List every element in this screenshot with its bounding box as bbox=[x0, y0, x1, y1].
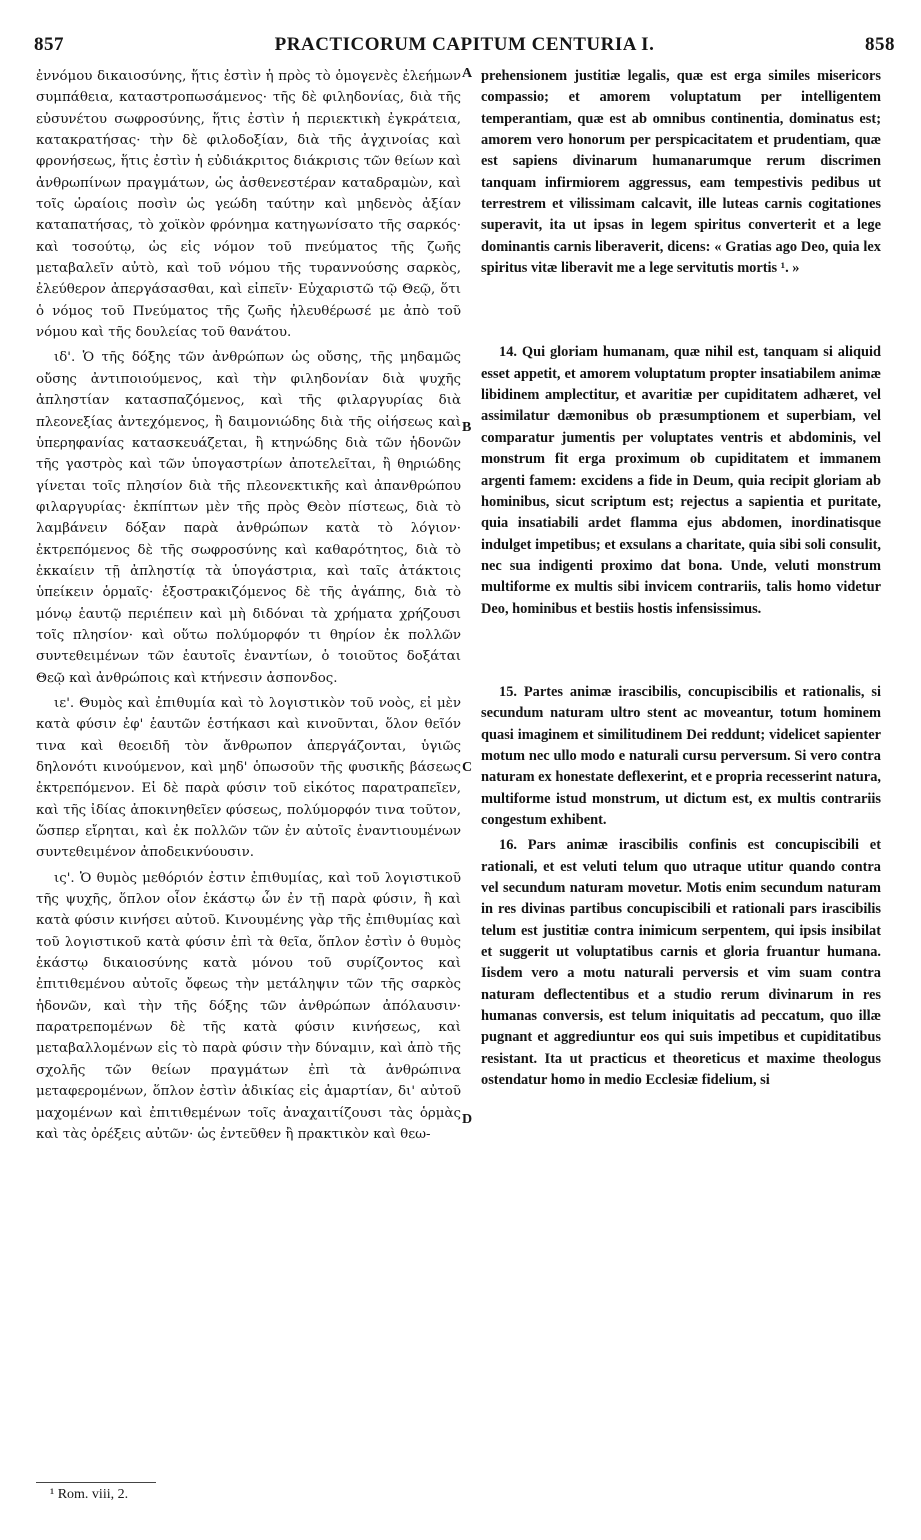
margin-letter-b: B bbox=[462, 420, 472, 435]
greek-paragraph-14: ιδ'. Ὁ τῆς δόξης τῶν ἀνθρώπων ὡς οὔσης, τῆς μηδαμῶς οὔσης ἀντιποιούμενος, καὶ τὴν φιληδονίαν διὰ ψυχῆς ἀπληστίαν κατασπαζόμενος, καὶ τῆς φιλαργυρίας διὰ πλεονεξίας ἀντεχόμενος, ἢ δαιμονιώδης διὰ τῆς οἰήσεως καὶ ὑπερηφανίας κατασκευάζεται, ἢ κτηνώδης διὰ τῶν ἡδονῶν τῆς γαστρὸς καὶ τῶν ὑπογαστρίων ἀποτελεῖται, ἢ θηριώδης γίνεται τοῖς πλησίον διὰ τῆς πλεονεκτικῆς καὶ ἀπανθρώπου φιλαργυρίας· ἐκπίπτων μὲν τῆς πρὸς Θεὸν πίστεως, διὰ τὸ λαμβάνειν δόξαν παρὰ ἀνθρώπων κατὰ τὸ λόγιον· ἐκτρεπόμενος δὲ τῆς σωφροσύνης καὶ καθαρότητος, διὰ τὸ ἐκκαίειν τῇ ἀπληστίᾳ τὰ ὑπογάστρια, καὶ ταῖς ἀτάκτοις ὑπείκειν ὁρμαῖς· ἐξοστρακιζόμενος δὲ τῆς ἀγάπης, διὰ τὸ μόνῳ ἑαυτῷ περιέπειν καὶ μὴ διδόναι τὰ χρήματα χρήζουσι τοῖς πλησίον· καὶ οὕτω πολύμορφόν τι θηρίον ἐκ πολλῶν συντεθειμένων τῶν ἑαυτοῖς ἐναντίων, ὁ τοιοῦτος δοξάται Θεῷ καὶ ἀνθρώποις καὶ κτήνεσιν ἀσπονδος. bbox=[36, 350, 461, 686]
latin-paragraph-15: 15. Partes animæ irascibilis, concupiscibilis et rationalis, si secundum naturam ultro stent ac moveantur, totum hominem quasi imaginem et similitudinem Dei reddunt; videlicet sapienter motum nec ullo modo e naturali cursu perversum. Si vero contra naturam ex honestate deflexerint, et e propria recesserint natura, multiforme istud monstrum, ut dictum est, ex multis contrariis congestum exhibent. bbox=[481, 683, 881, 828]
running-header bbox=[34, 34, 895, 64]
latin-column bbox=[481, 66, 881, 1091]
running-title: PRACTICORUM CAPITUM CENTURIA I. bbox=[274, 34, 655, 55]
margin-letter-a: A bbox=[462, 66, 473, 81]
footnote: ¹ Rom. viii, 2. bbox=[50, 1487, 129, 1502]
margin-letter-c: C bbox=[462, 760, 473, 775]
greek-paragraph-13-continued: ἐννόμου δικαιοσύνης, ἥτις ἐστὶν ἡ πρὸς τὸ ὁμογενὲς ἐλεήμων συμπάθεια, καταστροπωσάμενος· τῆς δὲ φιληδονίας, διὰ τῆς εὐσυνέτου σωφροσύνης, ἥτις ἐστὶν ἡ περιεκτικὴ ἐγκράτεια, κατακρατήσας· τὴν δὲ φιλοδοξίαν, διὰ τῆς ἀγχινοίας καὶ φρονήσεως, ἥτις ἐστὶν ἡ εὐδιάκριτος διάκρισις τῶν θείων καὶ ἀνθρωπίνων πραγμάτων, ὡς ἀσθενεστέραν καταδραμὼν, καὶ τοῖς ὡραίοις ποσὶν ὡς γεώδη ταύτην καὶ μηδενὸς ἀξίαν καταπατήσας, τὸ χοϊκὸν φρόνημα κατηγωνίσατο τῆς σαρκός· καὶ τοσούτῳ, ὡς εἰς νόμον τοῦ πνεύματος τῆς ζωῆς μεταβαλεῖν αὐτὸ, καὶ τοῦ νόμου τῆς τυραννούσης σαρκὸς, ἐλεύθερον ἀπεργάσασθαι, καὶ εἰπεῖν· Εὐχαριστῶ τῷ Θεῷ, ὅτι ὁ νόμος τοῦ Πνεύματος τῆς ζωῆς ἠλευθέρωσέ με ἀπὸ τοῦ νόμου καὶ τῆς δουλείας τοῦ θανάτου. bbox=[36, 69, 461, 341]
greek-column bbox=[36, 66, 461, 1145]
margin-letter-d: D bbox=[462, 1112, 473, 1127]
latin-paragraph-13-continued: prehensionem justitiæ legalis, quæ est erga similes misericors compassio; et amorem voluptatum per intelligentem temperantiam, quæ est ab omnibus continentia, dominatus est; amorem vero honorum per perspicacitatem et prudentiam, quæ est sapiens divinarum humanarumque rerum discrimen tanquam infirmiorem aggressus, eam tempestivis pedibus ut terrestrem et vilissimam calcavit, ille luteas carnis cogitationes superavit, ita ut ipsas in legem spiritus converterit et a lege dominantis carnis liberaverit, dicens: « Gratias ago Deo, quia lex spiritus vitæ liberavit me a lege servitutis mortis ¹. » bbox=[481, 68, 881, 277]
latin-paragraph-16: 16. Pars animæ irascibilis confinis est concupiscibili et rationali, et est veluti telum quo utraque utitur quando contra vel secundum naturam movetur. Motis enim secundum naturam in res divinas partibus concupiscibili et rationali pars irascibilis telum est justitiæ contra inimicum serpentem, qui ipsis insibilat et suggerit ut voluptatibus carnis et gloria fruantur humana. Iisdem vero a motu naturali perversis et vim suam contra naturam deflectentibus et a studio rerum divinarum in res humanas conversis, est telum iniquitatis ad peccatum, quo illæ pugnant et aggrediuntur eos qui suis impetibus et cupiditatibus resistant. Ita ut practicus et theoreticus et maxime theologus ostendatur homo in medio Ecclesiæ fidelium, si bbox=[481, 837, 881, 1089]
greek-paragraph-16: ις'. Ὁ θυμὸς μεθόριόν ἐστιν ἐπιθυμίας, καὶ τοῦ λογιστικοῦ τῆς ψυχῆς, ὅπλον οἷον ἑκάστῳ ὧν ἐν τῇ παρὰ φύσιν, ἢ καὶ κατὰ φύσιν κινήσει αὐτοῦ. Κινουμένης γὰρ τῆς ἐπιθυμίας καὶ τοῦ λογιστικοῦ κατὰ φύσιν ἐπὶ τὰ θεῖα, ὅπλον ἐστὶν ὁ θυμὸς ἑκάστῳ δικαιοσύνης κατὰ μόνου τοῦ συρίζοντος καὶ ἐπιτιθεμένου αὐτοῖς ὄφεως τὴν μετάληψιν τῶν τῆς σαρκὸς ἡδονῶν, καὶ τὴν τῆς δόξης τῶν ἀνθρώπων ἀπόλαυσιν· παρατρεπομένων δὲ τῆς κατὰ φύσιν κινήσεως, καὶ μεταβαλλομένων εἰς τὸ παρὰ φύσιν τὴν δύναμιν, καὶ ἀπὸ τῆς σχολῆς τῶν θείων πραγμάτων ἐπὶ τὰ ἀνθρώπινα μεταφερομένων, ὅπλον ἐστὶν ἀδικίας εἰς ἁμαρτίαν, δι' αὐτοῦ μαχομένων καὶ ἐπιτιθεμένων τοῖς ἀναχαιτίζουσι τὰς ὁρμὰς καὶ τὰς ὀρέξεις αὐτῶν· ὡς ἐντεῦθεν ἢ πρακτικὸν καὶ θεω- bbox=[36, 870, 461, 1142]
footnote-rule bbox=[36, 1482, 156, 1483]
latin-paragraph-14: 14. Qui gloriam humanam, quæ nihil est, tanquam si aliquid esset appetit, et amorem voluptatum propter insatiabilem animæ libidinem amplectitur, et avaritiæ per cupiditatem adhæret, vel assimilatur dæmonibus ob præsumptionem et superbiam, vel comparatur jumentis per voluptates ventris et abdominis, vel monstrum fit erga proximum ob cupiditatem et immanem argenti famem: excidens a fide in Deum, quia recipit gloriam ab hominibus, sicut scriptum est; rejectus a sapientia et puritate, quia insatiabili ardet flamma ejus abdomen, inordinatisque indulget impetibus; et exsulans a charitate, quia sibi soli consulit, nec sua indigenti proximo dat bona. Unde, veluti monstrum multiforme ex multis sibi invicem contrariis, talis homo videtur Deo, hominibus et bestiis hostis infensissimus. bbox=[481, 344, 881, 617]
greek-paragraph-15: ιε'. Θυμὸς καὶ ἐπιθυμία καὶ τὸ λογιστικὸν τοῦ νοὸς, εἰ μὲν κατὰ φύσιν ἐφ' ἑαυτῶν ἑστήκασι καὶ κινοῦνται, ὅλον θεῖόν τινα καὶ θεοειδῆ τὸν ἄνθρωπον ἀπεργάζονται, ὑγιῶς δηλονότι κινούμενον, καὶ μηδ' ὁπωσοῦν τῆς φυσικῆς βάσεως ἐκτρεπόμενον. Εἰ δὲ παρὰ φύσιν τοῦ εἰκότος παρατραπεῖεν, καὶ τῆς ἰδίας ἀποκινηθεῖεν φύσεως, πολύμορφόν τινα τοῦτον, ὥσπερ εἴρηται, καὶ ἐκ πολλῶν τῶν ἐν αὐτοῖς ἐναντιουμένων συντεθειμένον ἀποδεικνύουσιν. bbox=[36, 695, 461, 861]
page-number-right: 858 bbox=[865, 34, 895, 55]
page-number-left: 857 bbox=[34, 34, 64, 55]
